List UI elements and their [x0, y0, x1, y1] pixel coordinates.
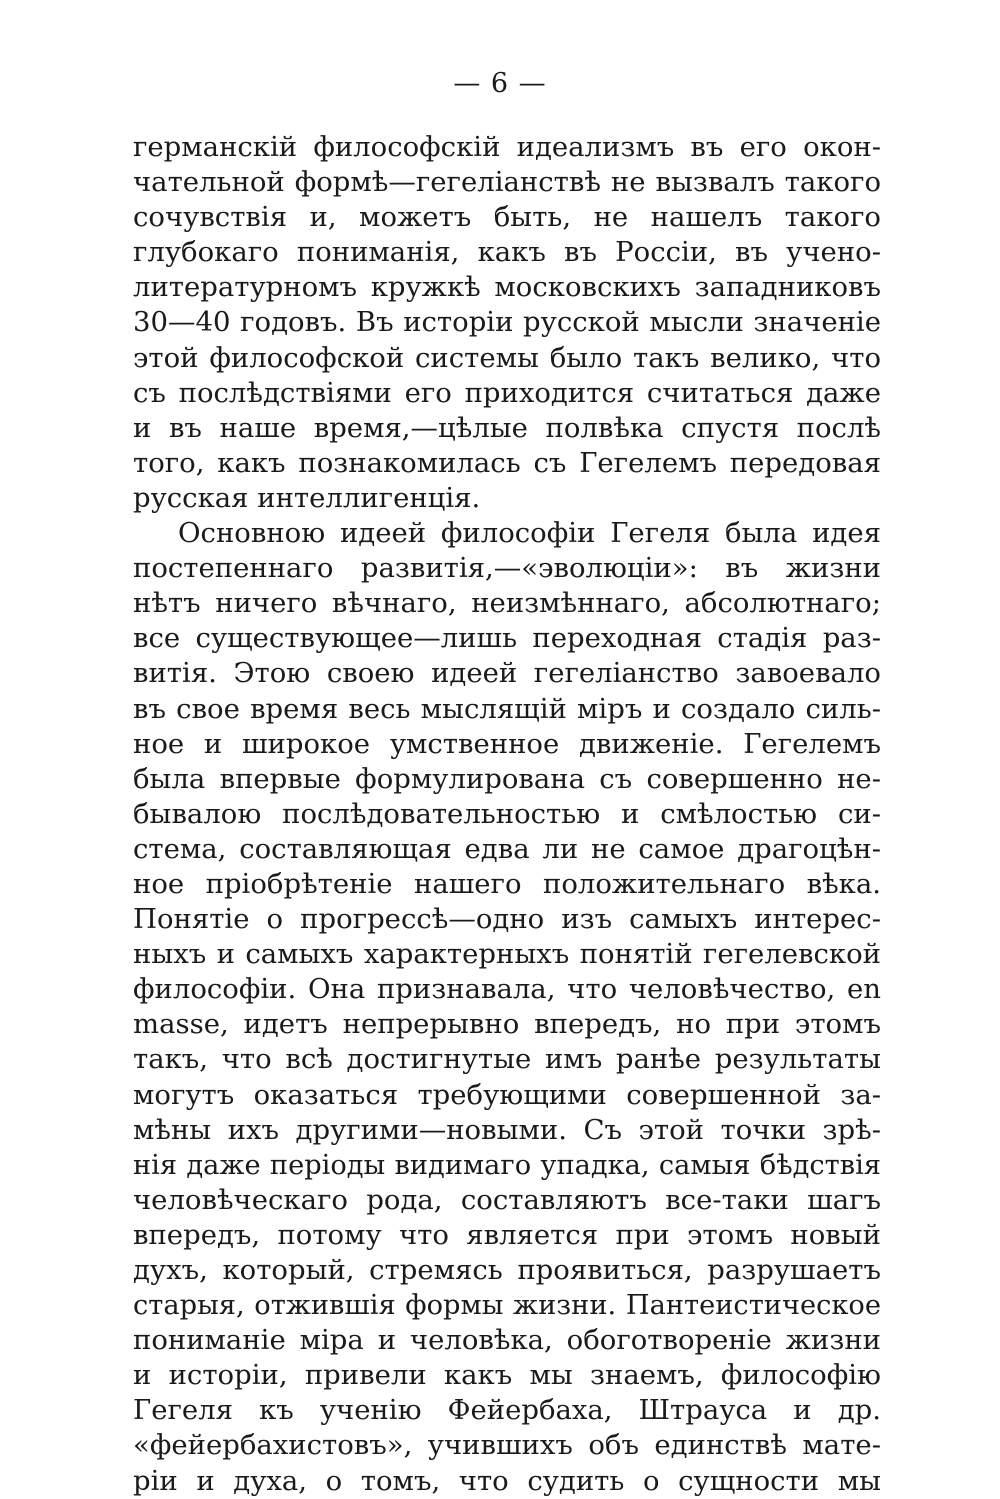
text-line: такъ, что всѣ достигнутые имъ ранѣе результаты	[133, 1043, 881, 1076]
text-line: съ послѣдствіями его приходится считаться даже	[133, 376, 881, 409]
text-line: Понятіе о прогрессѣ—одно изъ самыхъ интерес-	[133, 903, 881, 936]
text-line: нѣтъ ничего вѣчнаго, неизмѣннаго, абсолютнаго;	[133, 587, 881, 620]
text-line: masse, идетъ непрерывно впередъ, но при этомъ	[133, 1008, 881, 1041]
text-line: ное пріобрѣтеніе нашего положительнаго вѣка.	[133, 867, 881, 900]
text-line: стема, составляющая едва ли не самое драгоцѣн-	[133, 832, 881, 865]
text-line: витія. Этою своею идеей гегеліанство завоевало	[133, 657, 881, 690]
text-line: ріи и духа, о томъ, что судить о сущности мы	[133, 1464, 881, 1497]
text-line: нія даже періоды видимаго упадка, самыя бѣдствія	[133, 1149, 881, 1181]
text-line: и въ наше время,—цѣлые полвѣка спустя послѣ	[133, 411, 881, 444]
text-line: въ свое время весь мыслящій міръ и создало силь-	[133, 692, 881, 725]
text-line: ное и широкое умственное движеніе. Гегелемъ	[133, 727, 881, 760]
text-line: все существующее—лишь переходная стадія раз-	[133, 622, 881, 655]
text-line: человѣческаго рода, составляютъ все-таки шагъ	[133, 1183, 881, 1216]
text-line: духъ, который, стремясь проявиться, разрушаетъ	[133, 1254, 881, 1286]
text-line: 30—40 годовъ. Въ исторіи русской мысли значеніе	[133, 306, 881, 339]
page-number: — 6 —	[453, 68, 547, 99]
text-line: могутъ оказаться требующими совершенной за-	[133, 1078, 881, 1111]
text-line: Гегеля къ ученію Фейербаха, Штрауса и др.	[133, 1394, 881, 1427]
text-line: впередъ, потому что является при этомъ новый	[133, 1218, 881, 1251]
text-line: того, какъ познакомилась съ Гегелемъ передовая	[133, 446, 881, 479]
text-line: была впервые формулирована съ совершенно не-	[133, 762, 881, 795]
text-line: философіи. Она признавала, что человѣчество, en	[133, 973, 881, 1006]
text-line: старыя, отжившія формы жизни. Пантеистическое	[133, 1290, 881, 1322]
text-line: ныхъ и самыхъ характерныхъ понятій гегелевской	[133, 938, 881, 971]
text-line: глубокаго пониманія, какъ въ Россіи, въ учено-	[133, 236, 881, 269]
text-line: литературномъ кружкѣ московскихъ западниковъ	[133, 271, 881, 304]
text-line: постепеннаго развитія,—«эволюціи»: въ жизни	[133, 552, 881, 585]
text-line: бывалою послѣдовательностью и смѣлостью си-	[133, 797, 881, 830]
text-line: мѣны ихъ другими—новыми. Съ этой точки зрѣ-	[133, 1113, 881, 1146]
text-line: «фейербахистовъ», учившихъ объ единствѣ мате-	[133, 1429, 881, 1462]
text-line: этой философской системы было такъ велико, что	[133, 341, 881, 374]
text-line: германскій философскій идеализмъ въ его окон-	[133, 131, 881, 163]
text-line: и исторіи, привели какъ мы знаемъ, философію	[133, 1359, 881, 1392]
paragraph-last-line: русская интеллигенція.	[133, 481, 481, 514]
body-text	[133, 130, 881, 1499]
paragraph-first-line: Основною идеей философіи Гегеля была идея	[178, 517, 881, 550]
text-line: сочувствія и, можетъ быть, не нашелъ такого	[133, 201, 881, 234]
text-line: пониманіе міра и человѣка, обоготвореніе жизни	[133, 1324, 881, 1357]
text-line: чательной формѣ—гегеліанствѣ не вызвалъ такого	[133, 166, 881, 199]
